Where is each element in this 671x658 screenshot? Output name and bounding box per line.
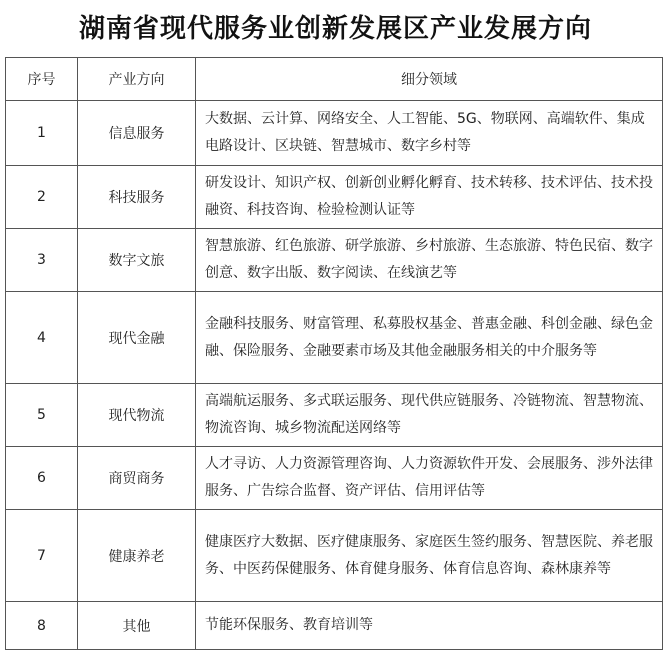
- row-direction: 信息服务: [78, 101, 196, 166]
- row-num: 1: [6, 101, 78, 166]
- row-subfields: 健康医疗大数据、医疗健康服务、家庭医生签约服务、智慧医院、养老服务、中医药保健服务、体育健身服务、体育信息咨询、森林康养等: [196, 510, 663, 602]
- table-row: [6, 384, 663, 447]
- row-subfields: 高端航运服务、多式联运服务、现代供应链服务、冷链物流、智慧物流、物流咨询、城乡物流配送网络等: [196, 384, 663, 447]
- table-row: [6, 602, 663, 650]
- header-direction: 产业方向: [78, 58, 196, 101]
- table-row: [6, 292, 663, 384]
- row-direction: 现代物流: [78, 384, 196, 447]
- header-subfields: 细分领域: [196, 58, 663, 101]
- row-subfields: 金融科技服务、财富管理、私募股权基金、普惠金融、科创金融、绿色金融、保险服务、金融要素市场及其他金融服务相关的中介服务等: [196, 292, 663, 384]
- row-subfields: 大数据、云计算、网络安全、人工智能、5G、物联网、高端软件、集成电路设计、区块链、智慧城市、数字乡村等: [196, 101, 663, 166]
- row-direction: 健康养老: [78, 510, 196, 602]
- table-row: [6, 447, 663, 510]
- row-subfields: 节能环保服务、教育培训等: [196, 602, 663, 650]
- row-num: 4: [6, 292, 78, 384]
- row-subfields: 人才寻访、人力资源管理咨询、人力资源软件开发、会展服务、涉外法律服务、广告综合监督、资产评估、信用评估等: [196, 447, 663, 510]
- row-direction: 其他: [78, 602, 196, 650]
- row-num: 5: [6, 384, 78, 447]
- table-row: [6, 510, 663, 602]
- row-num: 8: [6, 602, 78, 650]
- table-row: [6, 101, 663, 166]
- table-header-row: [6, 58, 663, 101]
- row-num: 3: [6, 229, 78, 292]
- row-num: 6: [6, 447, 78, 510]
- row-num: 2: [6, 166, 78, 229]
- page-title: 湖南省现代服务业创新发展区产业发展方向: [78, 14, 592, 44]
- table-row: [6, 166, 663, 229]
- row-subfields: 研发设计、知识产权、创新创业孵化孵育、技术转移、技术评估、技术投融资、科技咨询、检验检测认证等: [196, 166, 663, 229]
- row-direction: 科技服务: [78, 166, 196, 229]
- row-subfields: 智慧旅游、红色旅游、研学旅游、乡村旅游、生态旅游、特色民宿、数字创意、数字出版、数字阅读、在线演艺等: [196, 229, 663, 292]
- row-num: 7: [6, 510, 78, 602]
- row-direction: 商贸商务: [78, 447, 196, 510]
- header-num: 序号: [6, 58, 78, 101]
- table-row: [6, 229, 663, 292]
- row-direction: 现代金融: [78, 292, 196, 384]
- row-direction: 数字文旅: [78, 229, 196, 292]
- industry-direction-table: [5, 57, 663, 650]
